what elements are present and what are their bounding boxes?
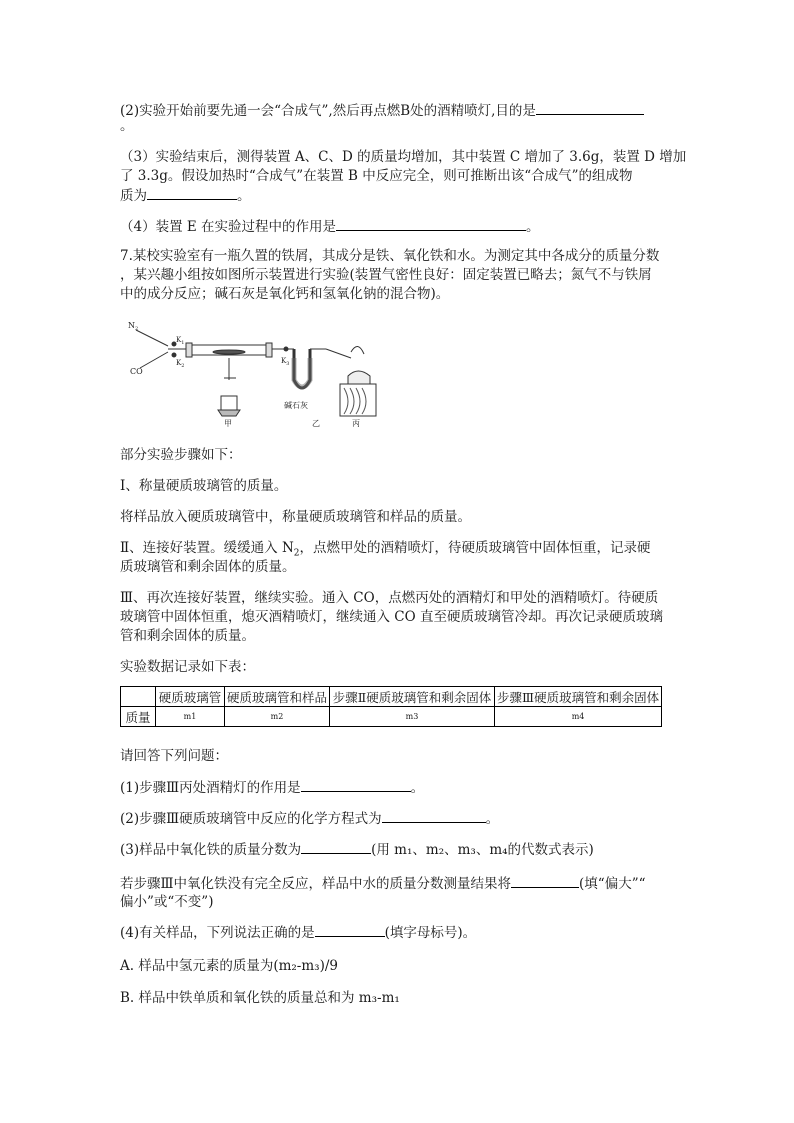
bing-label: 丙 [352,419,360,428]
step3-line3: 管和剩余固体的质量。 [120,628,255,644]
table-header: 步骤Ⅱ硬质玻璃管和剩余固体 [330,687,495,707]
question-3b-text: 若步骤Ⅲ中氧化铁没有完全反应，样品中水的质量分数测量结果将 [120,876,512,892]
lime-label: 碱石灰 [284,401,308,410]
steps-intro: 部分实验步骤如下： [120,447,242,463]
question-3-text: (3)样品中氧化铁的质量分数为 [120,842,302,858]
table-row [121,707,662,727]
valve-k3-icon [284,347,288,351]
question-3b [120,873,646,894]
step3-line1: Ⅲ、再次连接好装置，继续实验。通入 CO，点燃丙处的酒精灯和甲处的酒精喷灯。待硬质 [120,590,659,606]
q7-line2: ，某兴趣小组按如图所示装置进行实验(装置气密性良好：固定装置已略去；氮气不与铁屑 [120,267,652,283]
option-a[interactable]: A. 样品中氢元素的质量为(m₂-m₃)/9 [120,958,338,974]
q2-answer-blank[interactable] [536,100,644,115]
table-header: 硬质玻璃管和样品 [225,687,330,707]
q3-line2: 了 3.3g。假设加热时“合成气”在装置 B 中反应完全，则可推断出该“合成气”的组成物 [120,168,633,184]
step2-text-a: Ⅱ、连接好装置。缓缓通入 N [120,540,294,556]
table-header-empty [121,687,156,707]
step1-line2: 将样品放入硬质玻璃管中，称量硬质玻璃管和样品的质量。 [120,509,471,525]
question-2 [120,808,499,829]
question-3b-blank[interactable] [511,873,579,888]
stopper-left [186,343,192,357]
question-4-hint: (填字母标号)。 [384,925,477,941]
step2-line2: 质玻璃管和剩余固体的质量。 [120,559,296,575]
n2-inlet-tube [136,330,168,346]
table-row-label: 质量 [121,707,156,727]
table-title: 实验数据记录如下表： [120,659,255,675]
question-4-text: (4)有关样品，下列说法正确的是 [120,925,315,941]
k2-label: $K_2$ [176,359,185,369]
questions-intro: 请回答下列问题： [120,748,228,764]
q3-line3-end: 。 [237,188,251,204]
step2-sub: 2 [293,548,300,559]
question-3c: 偏小”或“不变”) [120,894,214,910]
table-header-row [121,687,662,707]
question-1-blank[interactable] [301,777,411,792]
q3-line3-text: 质为 [120,188,147,204]
apparatus-diagram [126,318,396,433]
q7-line3: 中的成分反应；碱石灰是氧化钙和氢氧化钠的混合物)。 [120,286,450,302]
question-3b-hint: (填“偏大”“ [579,876,646,892]
table-cell: m1 [156,707,225,727]
table-cell: m2 [225,707,330,727]
q7-line1: 7.某校实验室有一瓶久置的铁屑，其成分是铁、氧化铁和水。为测定其中各成分的质量分数 [120,248,660,264]
q2-text: (2)实验开始前要先通一会“合成气”,然后再点燃B处的酒精喷灯,目的是 [120,103,536,119]
table-header: 硬质玻璃管 [156,687,225,707]
question-4-blank[interactable] [315,922,385,937]
option-b[interactable]: B. 样品中铁单质和氧化铁的质量总和为 m₃-m₁ [120,990,400,1006]
data-table [120,686,662,727]
question-2-text: (2)步骤Ⅲ硬质玻璃管中反应的化学方程式为 [120,811,382,827]
blowtorch-lamp [221,396,237,410]
question-1-text: (1)步骤Ⅲ丙处酒精灯的作用是 [120,780,301,796]
step2-text-b: ，点燃甲处的酒精喷灯，待硬质玻璃管中固体恒重，记录硬 [299,540,651,556]
question-2-blank[interactable] [382,808,486,823]
step1-line1: Ⅰ、称量硬质玻璃管的质量。 [120,478,288,494]
question-3 [120,839,594,860]
jia-label: 甲 [224,419,232,428]
step3-line2: 玻璃管中固体恒重，熄灭酒精喷灯，继续通入 CO 直至硬质玻璃管冷却。再次记录硬质玻璃 [120,609,663,625]
q3-line1: （3）实验结束后，测得装置 A、C、D 的质量均增加，其中装置 C 增加了 3.6g，装置 D 增加 [120,149,687,165]
question-3-blank[interactable] [301,839,371,854]
q4-answer-blank[interactable] [336,216,526,231]
q2-line [120,100,644,121]
question-3-hint: (用 m₁、m₂、m₃、m₄的代数式表示) [371,842,594,858]
q2-end: 。 [120,118,134,134]
stopper-right [266,343,272,357]
q4-end: 。 [526,219,540,235]
k1-label: $K_1$ [176,336,185,346]
table-header: 步骤Ⅲ硬质玻璃管和剩余固体 [495,687,662,707]
yi-label: 乙 [312,419,320,428]
sample-boat [213,350,245,354]
q3-answer-blank[interactable] [147,185,237,200]
q3-line3 [120,185,251,206]
question-1-end: 。 [410,780,425,796]
n2-label: $N_2$ [128,321,139,332]
table-cell: m4 [495,707,662,727]
q4-text: （4）装置 E 在实验过程中的作用是 [120,219,337,235]
valve-k2-icon [172,353,176,357]
question-2-end: 。 [485,811,500,827]
alcohol-lamp [348,371,370,384]
table-cell: m3 [330,707,495,727]
co-inlet-tube [140,352,168,368]
co-label: CO [130,367,143,376]
k3-label: $K_3$ [281,357,290,367]
flame-icon [351,346,364,354]
q4-line [120,216,540,237]
question-4 [120,922,476,943]
question-1 [120,777,424,798]
